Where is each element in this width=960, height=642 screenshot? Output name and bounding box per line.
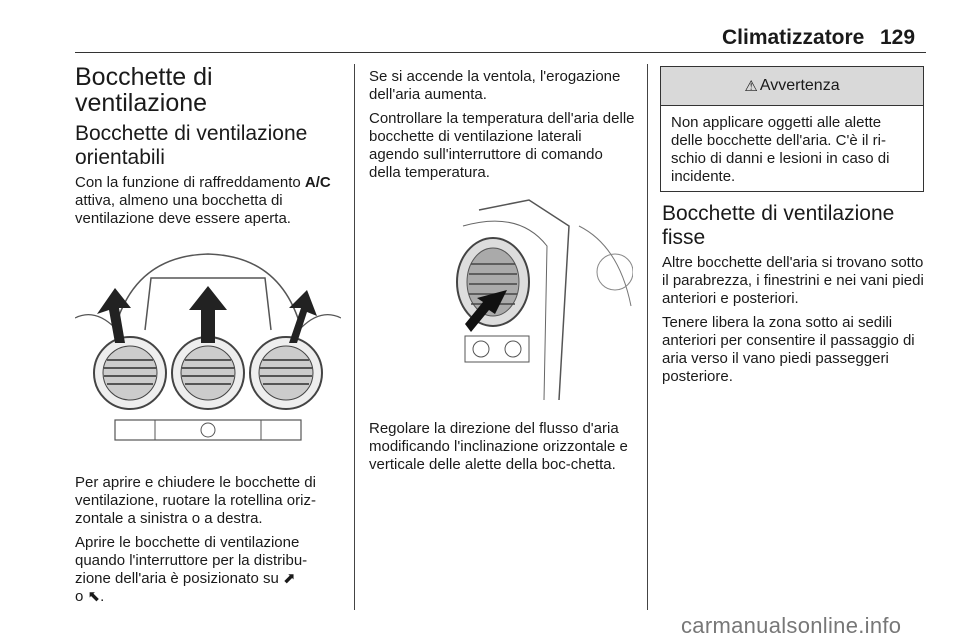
paragraph-distribution [75,534,341,606]
warning-header [661,67,923,106]
column-1-lower [75,474,341,612]
paragraph-rotate: Per aprire e chiudere le bocchette di ventilazione, ruotare la rotellina oriz-zontale a sinistra o a destra. [75,474,316,527]
text: . [100,588,105,605]
column-2-lower [369,420,635,480]
text: attiva, almeno una bocchetta di ventilazione deve essere aperta. [75,192,291,227]
column-2 [369,68,635,188]
header-rule [75,52,926,53]
paragraph-temperature: Controllare la temperatura dell'aria delle bocchette di ventilazione laterali agendo sull'interruttore di comando della temperatura. [369,110,635,181]
text: Con la funzione di raffreddamento [75,174,305,191]
paragraph-other-vents: Altre bocchette dell'aria si trovano sotto il parabrezza, i finestrini e nei vani piedi anteriori e posteriori. [662,254,924,307]
column-1 [75,64,341,234]
heading-fixed-vents: Bocchette di ventilazione fisse [662,202,895,249]
warning-text: Non applicare oggetti alle alette delle bocchette dell'aria. C'è il ri-schio di danni e lesioni in caso di incidente. [671,114,890,185]
section-title: Climatizzatore [722,26,865,49]
heading-adjustable-vents: Bocchette di ventilazione orientabili [75,122,308,169]
paragraph-fan: Se si accende la ventola, l'erogazione dell'aria aumenta. [369,68,621,103]
paragraph-seat-area: Tenere libera la zona sotto ai sedili anteriori per consentire il passaggio di aria verso il vano piedi passeggeri posteriore. [662,314,915,385]
column-divider-1 [354,64,355,610]
warning-box [660,66,924,192]
text: o [75,588,88,605]
side-vent-illustration [369,186,633,400]
column-divider-2 [647,64,648,610]
air-distribution-face-icon: ⬈ [283,570,296,587]
watermark: carmanualsonline.info [681,613,902,638]
paragraph-ac [75,174,341,228]
paragraph-direction: Regolare la direzione del flusso d'aria modificando l'inclinazione orizzontale e verticale delle alette della boc-chetta. [369,420,628,473]
warning-title: Avvertenza [759,77,840,94]
ac-label: A/C [304,174,331,191]
heading-ventilation: Bocchette di ventilazione [75,63,213,117]
air-distribution-face-feet-icon: ⬉ [87,588,101,605]
column-3 [662,202,926,392]
text: Aprire le bocchette di ventilazione quando l'interruttore per la distribu-zione dell'aria è posizionato su [75,534,308,587]
warning-icon: ⚠ [744,78,758,95]
center-vents-illustration [75,248,341,458]
page-number: 129 [880,26,916,49]
